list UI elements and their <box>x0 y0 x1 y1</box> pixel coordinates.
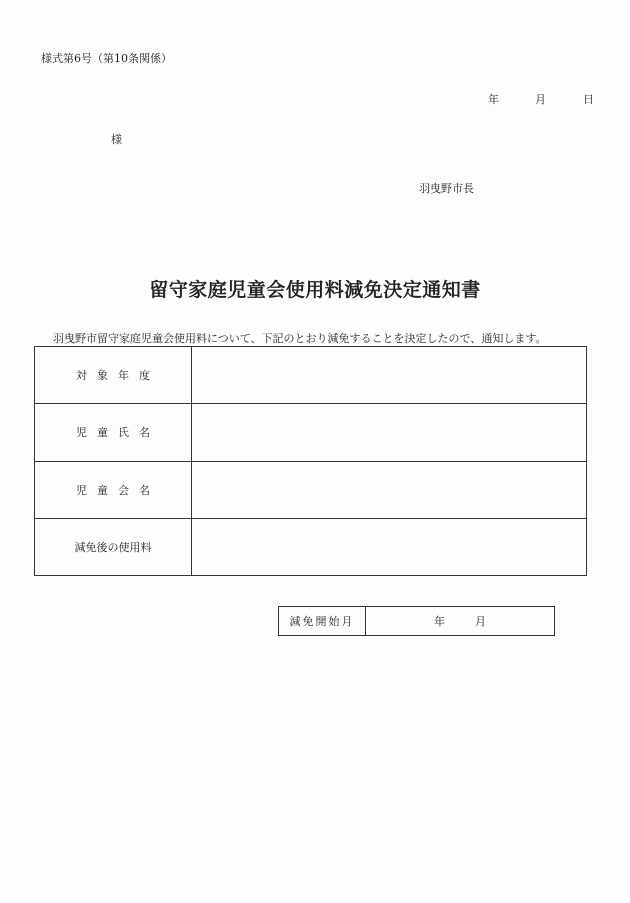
start-month-year: 年 <box>434 615 445 628</box>
table-row <box>35 461 587 518</box>
start-month-table <box>278 606 555 636</box>
details-table <box>34 346 587 576</box>
start-month-value[interactable] <box>366 607 555 636</box>
page-title: 留守家庭児童会使用料減免決定通知書 <box>149 279 481 301</box>
row-value-child-name[interactable] <box>192 404 587 461</box>
label-child-name: 児童氏名 <box>76 426 160 440</box>
date-day: 日 <box>583 93 594 106</box>
date-month: 月 <box>535 93 546 106</box>
intro-text: 羽曳野市留守家庭児童会使用料について、下記のとおり減免することを決定したので、通知します。 <box>53 332 547 345</box>
start-month-label: 減免開始月 <box>279 607 366 636</box>
table-row <box>35 347 587 404</box>
label-club-name: 児童会名 <box>76 483 160 497</box>
start-month-month: 月 <box>475 615 486 628</box>
row-label <box>35 518 192 575</box>
form-number: 様式第6号（第10条関係） <box>41 52 172 65</box>
row-value-target-year[interactable] <box>192 347 587 404</box>
issuer: 羽曳野市長 <box>419 182 474 195</box>
label-reduced-fee: 減免後の使用料 <box>74 540 152 554</box>
row-label <box>35 404 192 461</box>
row-value-reduced-fee[interactable] <box>192 518 587 575</box>
row-value-club-name[interactable] <box>192 461 587 518</box>
table-row <box>35 518 587 575</box>
date-year: 年 <box>488 93 499 106</box>
addressee: 様 <box>111 133 122 146</box>
table-row <box>279 607 555 636</box>
table-row <box>35 404 587 461</box>
row-label <box>35 461 192 518</box>
row-label <box>35 347 192 404</box>
label-target-year: 対象年度 <box>76 369 160 383</box>
